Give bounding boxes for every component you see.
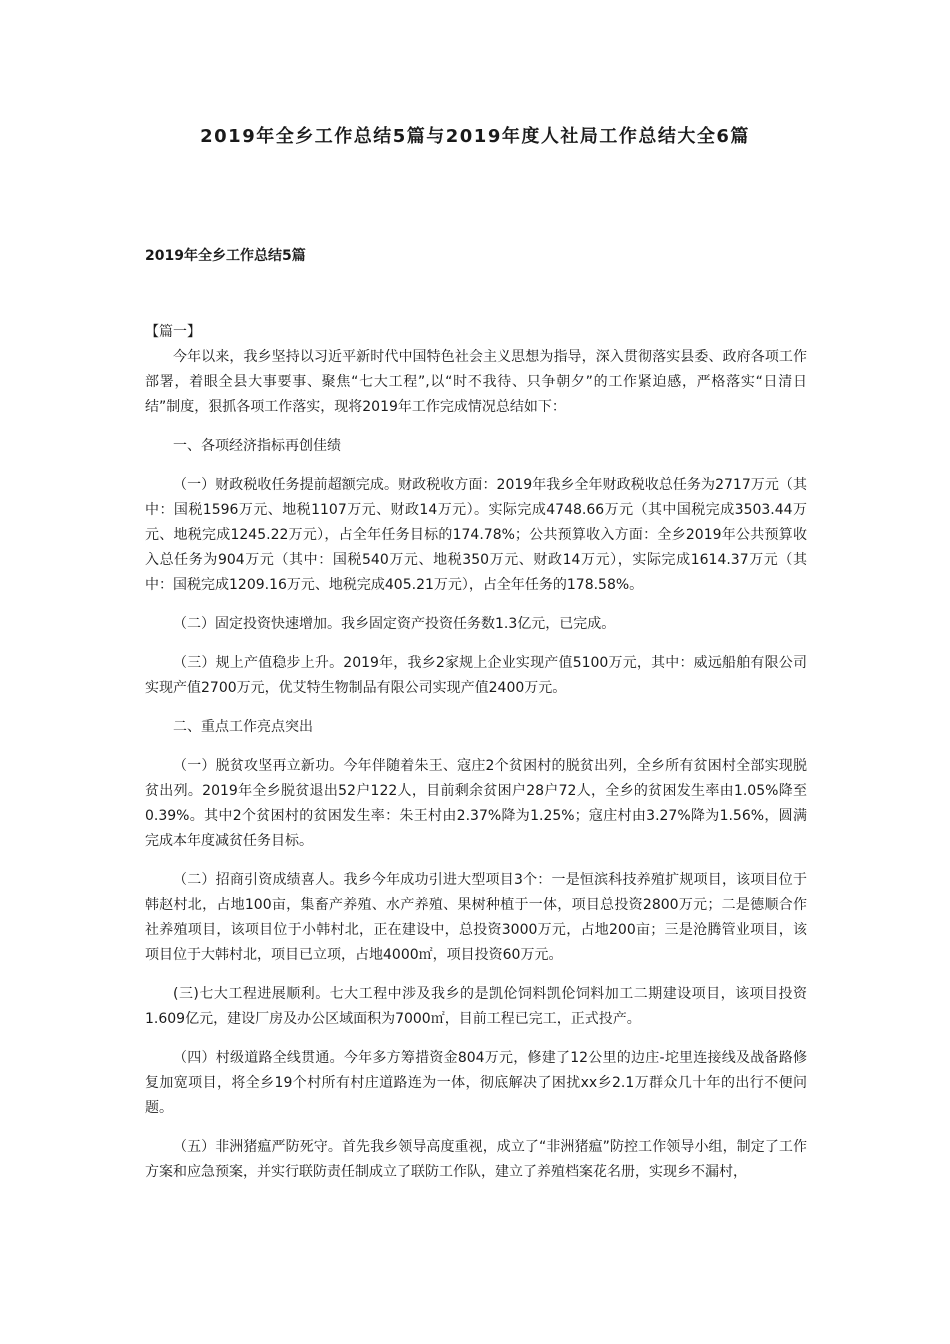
paragraph-fixed-investment: （二）固定投资快速增加。我乡固定资产投资任务数1.3亿元，已完成。 <box>173 616 616 632</box>
paragraph-intro: 今年以来，我乡坚持以习近平新时代中国特色社会主义思想为指导，深入贯彻落实县委、政府各项工作部署，着眼全县大事要事、聚焦“七大工程”,以“时不我待、只争朝夕”的工作紧迫感，严格落实“日清日结”制度，狠抓各项工作落实，现将2019年工作完成情况总结如下： <box>145 349 807 415</box>
document-body <box>145 320 807 1199</box>
paragraph-investment-attraction: （二）招商引资成绩喜人。我乡今年成功引进大型项目3个：一是恒滨科技养殖扩规项目，该项目位于韩赵村北，占地100亩，集畜产养殖、水产养殖、果树种植于一体，项目总投资2800万元；二是德顺合作社养殖项目，该项目位于小韩村北，正在建设中，总投资3000万元，占地200亩；三是沧腾管业项目，该项目位于大韩村北，项目已立项，占地4000㎡，项目投资60万元。 <box>145 872 807 963</box>
paragraph-swine-fever: （五）非洲猪瘟严防死守。首先我乡领导高度重视，成立了“非洲猪瘟”防控工作领导小组，制定了工作方案和应急预案，并实行联防责任制成立了联防工作队，建立了养殖档案花名册，实现乡不漏村， <box>145 1139 807 1180</box>
paragraph-village-roads: （四）村级道路全线贯通。今年多方筹措资金804万元，修建了12公里的边庄-坨里连接线及战备路修复加宽项目，将全乡19个村所有村庄道路连为一体，彻底解决了困扰xx乡2.1万群众几十年的出行不便问题。 <box>145 1050 807 1116</box>
section-label: 【篇一】 <box>145 324 201 340</box>
paragraph-industrial-output: （三）规上产值稳步上升。2019年，我乡2家规上企业实现产值5100万元，其中：威远船舶有限公司实现产值2700万元，优艾特生物制品有限公司实现产值2400万元。 <box>145 655 807 696</box>
paragraph-fiscal-tax: （一）财政税收任务提前超额完成。财政税收方面：2019年我乡全年财政税收总任务为2717万元（其中：国税1596万元、地税1107万元、财政14万元）。实际完成4748.66万元（其中国税完成3503.44万元、地税完成1245.22万元），占全年任务目标的174.78%；公共预算收入方面：全乡2019年公共预算收入总任务为904万元（其中：国税540万元、地税350万元、财政14万元），实际完成1614.37万元（其中：国税完成1209.16万元、地税完成405.21万元），占全年任务的178.58%。 <box>145 477 807 593</box>
document-title: 2019年全乡工作总结5篇与2019年度人社局工作总结大全6篇 <box>200 126 750 147</box>
paragraph-poverty: （一）脱贫攻坚再立新功。今年伴随着朱王、寇庄2个贫困村的脱贫出列，全乡所有贫困村全部实现脱贫出列。2019年全乡脱贫退出52户122人，目前剩余贫困户28户72人，全乡的贫困发生率由1.05%降至0.39%。其中2个贫困村的贫困发生率：朱王村由2.37%降为1.25%；寇庄村由3.27%降为1.56%，圆满完成本年度减贫任务目标。 <box>145 758 807 849</box>
heading-key-work: 二、重点工作亮点突出 <box>173 719 313 735</box>
paragraph-seven-projects: (三)七大工程进展顺利。七大工程中涉及我乡的是凯伦饲料凯伦饲料加工二期建设项目，该项目投资1.609亿元，建设厂房及办公区域面积为7000㎡，目前工程已完工，正式投产。 <box>145 986 807 1027</box>
section-subtitle: 2019年全乡工作总结5篇 <box>145 248 306 264</box>
heading-economic-indicators: 一、各项经济指标再创佳绩 <box>173 438 341 454</box>
